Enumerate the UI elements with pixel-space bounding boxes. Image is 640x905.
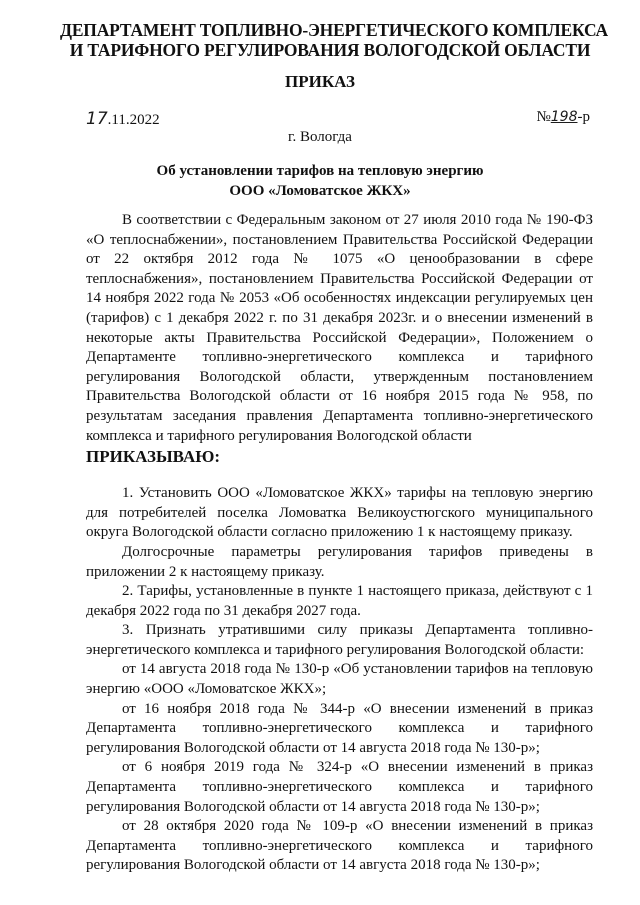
header-line-2: И ТАРИФНОГО РЕГУЛИРОВАНИЯ ВОЛОГОДСКОЙ ОБЛАСТИ [69, 40, 591, 60]
item-paragraph: 1. Установить ООО «Ломоватское ЖКХ» тарифы на тепловую энергию для потребителей поселка Ломоватка Великоустюгского муниципального округа Вологодской области согласно приложению 1 к настоящему приказу. [86, 485, 593, 541]
prikazyvayu-heading: ПРИКАЗЫВАЮ: [86, 447, 221, 467]
order-subject [0, 161, 640, 201]
number-prefix: № [536, 109, 551, 125]
number-suffix: -р [577, 109, 590, 125]
order-date [86, 109, 160, 129]
header-line-1: ДЕПАРТАМЕНТ ТОПЛИВНО-ЭНЕРГЕТИЧЕСКОГО КОМПЛЕКСА [60, 20, 608, 40]
item-paragraph: от 14 августа 2018 года № 130-р «Об установлении тарифов на тепловую энергию «ООО «Ломоватское ЖКХ»; [86, 661, 593, 698]
document-type: ПРИКАЗ [285, 72, 355, 91]
order-body [86, 211, 593, 876]
city: г. Вологда [288, 129, 352, 145]
item-paragraph: от 28 октября 2020 года № 109-р «О внесении изменений в приказ Департамента топливно-энергетического комплекса и тарифного регулирования Вологодской области от 14 августа 2018 года № 130-р»; [86, 818, 593, 874]
item-paragraph: Долгосрочные параметры регулирования тарифов приведены в приложении 2 к настоящему приказу. [86, 543, 593, 580]
item-paragraph: от 16 ноября 2018 года № 344-р «О внесении изменений в приказ Департамента топливно-энергетического комплекса и тарифного регулирования Вологодской области от 14 августа 2018 года № 130-р»; [86, 700, 593, 756]
item-paragraph: 2. Тарифы, установленные в пункте 1 настоящего приказа, действуют с 1 декабря 2022 года по 31 декабря 2027 года. [86, 583, 593, 619]
date-rest: .11.2022 [107, 112, 160, 128]
department-header [60, 20, 608, 60]
item-paragraph: 3. Признать утратившими силу приказы Департамента топливно-энергетического комплекса и тарифного регулирования Вологодской области: [86, 622, 593, 658]
subject-line-2: ООО «Ломоватское ЖКХ» [229, 183, 411, 199]
subject-line-1: Об установлении тарифов на тепловую энергию [156, 163, 484, 179]
preamble-paragraph: В соответствии с Федеральным законом от 27 июля 2010 года № 190-ФЗ «О теплоснабжении», постановлением Правительства Российской Федерации от 22 октября 2012 года № 1075 «О ценообразовании в сфере теплоснабжения», постановлением Правительства Российской Федерации от 14 ноября 2022 года № 2053 «Об особенностях индексации регулируемых цен (тарифов) с 1 декабря 2022 г. по 31 декабря 2023г. и о внесении изменений в некоторые акты Правительства Российской Федерации», Положением о Департаменте топливно-энергетического комплекса и тарифного регулирования Вологодской области, утвержденным постановлением Правительства Вологодской области от 16 ноября 2015 года № 958, по результатам заседания правления Департамента топливно-энергетического комплекса и тарифного регулирования Вологодской области [86, 212, 593, 444]
handwritten-day: 17 [86, 109, 108, 129]
item-paragraph: от 6 ноября 2019 года № 324-р «О внесении изменений в приказ Департамента топливно-энергетического комплекса и тарифного регулирования Вологодской области от 14 августа 2018 года № 130-р»; [86, 759, 593, 815]
handwritten-number: 198 [550, 109, 578, 125]
order-number [536, 109, 590, 126]
